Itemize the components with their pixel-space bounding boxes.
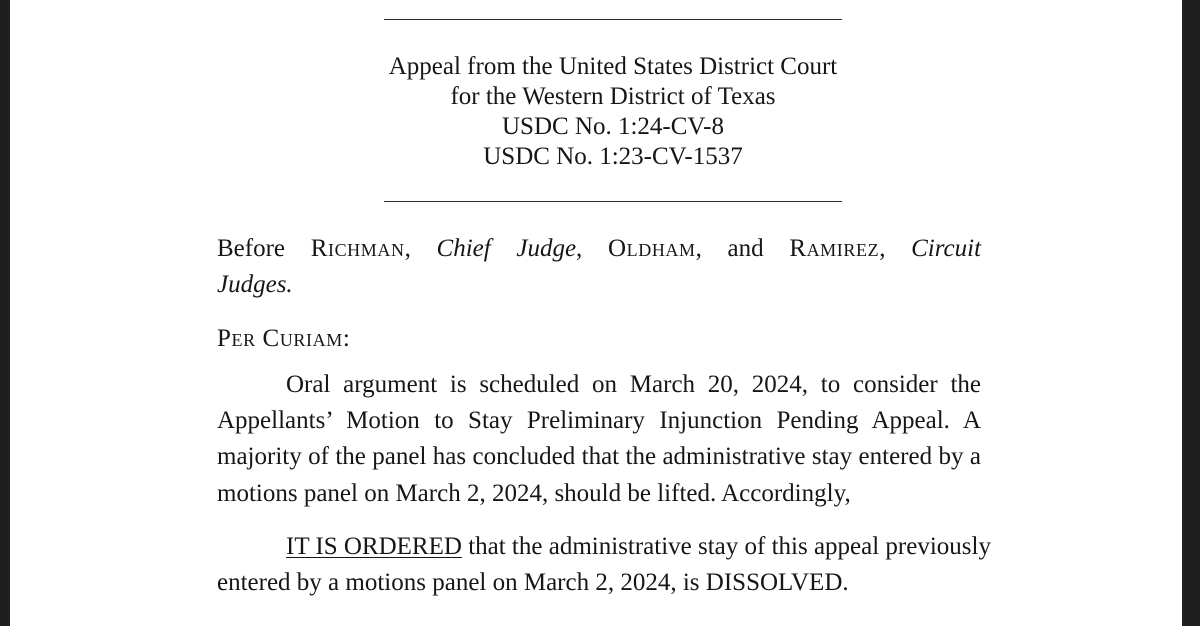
- panel-and: , and: [695, 235, 764, 262]
- it-is-ordered: IT IS ORDERED: [286, 533, 462, 560]
- paragraph-1-line-3: majority of the panel has concluded that the administrative stay entered by a: [217, 443, 981, 470]
- paragraph-2-line-2: entered by a motions panel on March 2, 2024, is DISSOLVED.: [217, 569, 849, 596]
- caption-appeal-line: Appeal from the United States District Court: [388, 53, 838, 80]
- per-curiam-heading: Per Curiam:: [217, 325, 351, 352]
- caption-docket-1: USDC No. 1:24-CV-8: [501, 113, 725, 140]
- paragraph-2-line-1: [286, 532, 991, 562]
- order-text: that the administrative stay of this appeal previously: [461, 533, 991, 560]
- paragraph-1-line-2: Appellants’ Motion to Stay Preliminary Injunction Pending Appeal. A: [217, 407, 981, 434]
- paragraph-1-line-1: Oral argument is scheduled on March 20, 2024, to consider the: [286, 371, 981, 398]
- panel-separator: ,: [404, 235, 411, 262]
- judge-richman: Richman: [310, 235, 405, 262]
- panel-line-1: [217, 234, 981, 264]
- case-caption: [300, 52, 926, 172]
- top-divider: [384, 19, 842, 20]
- panel-line-2: Judges.: [217, 271, 293, 298]
- judge-ramirez: Ramirez: [789, 235, 880, 262]
- paragraph-1-line-4: motions panel on March 2, 2024, should be lifted. Accordingly,: [217, 480, 851, 507]
- judge-oldham: Oldham: [607, 235, 696, 262]
- circuit-title: Circuit: [911, 235, 982, 262]
- chief-judge-title: Chief Judge: [436, 235, 577, 262]
- caption-district-line: for the Western District of Texas: [450, 83, 776, 110]
- bottom-divider: [384, 201, 842, 202]
- panel-separator: ,: [879, 235, 886, 262]
- caption-docket-2: USDC No. 1:23-CV-1537: [483, 143, 743, 170]
- panel-separator: ,: [576, 235, 583, 262]
- document-page: [10, 0, 1182, 626]
- panel-before: Before: [217, 235, 286, 262]
